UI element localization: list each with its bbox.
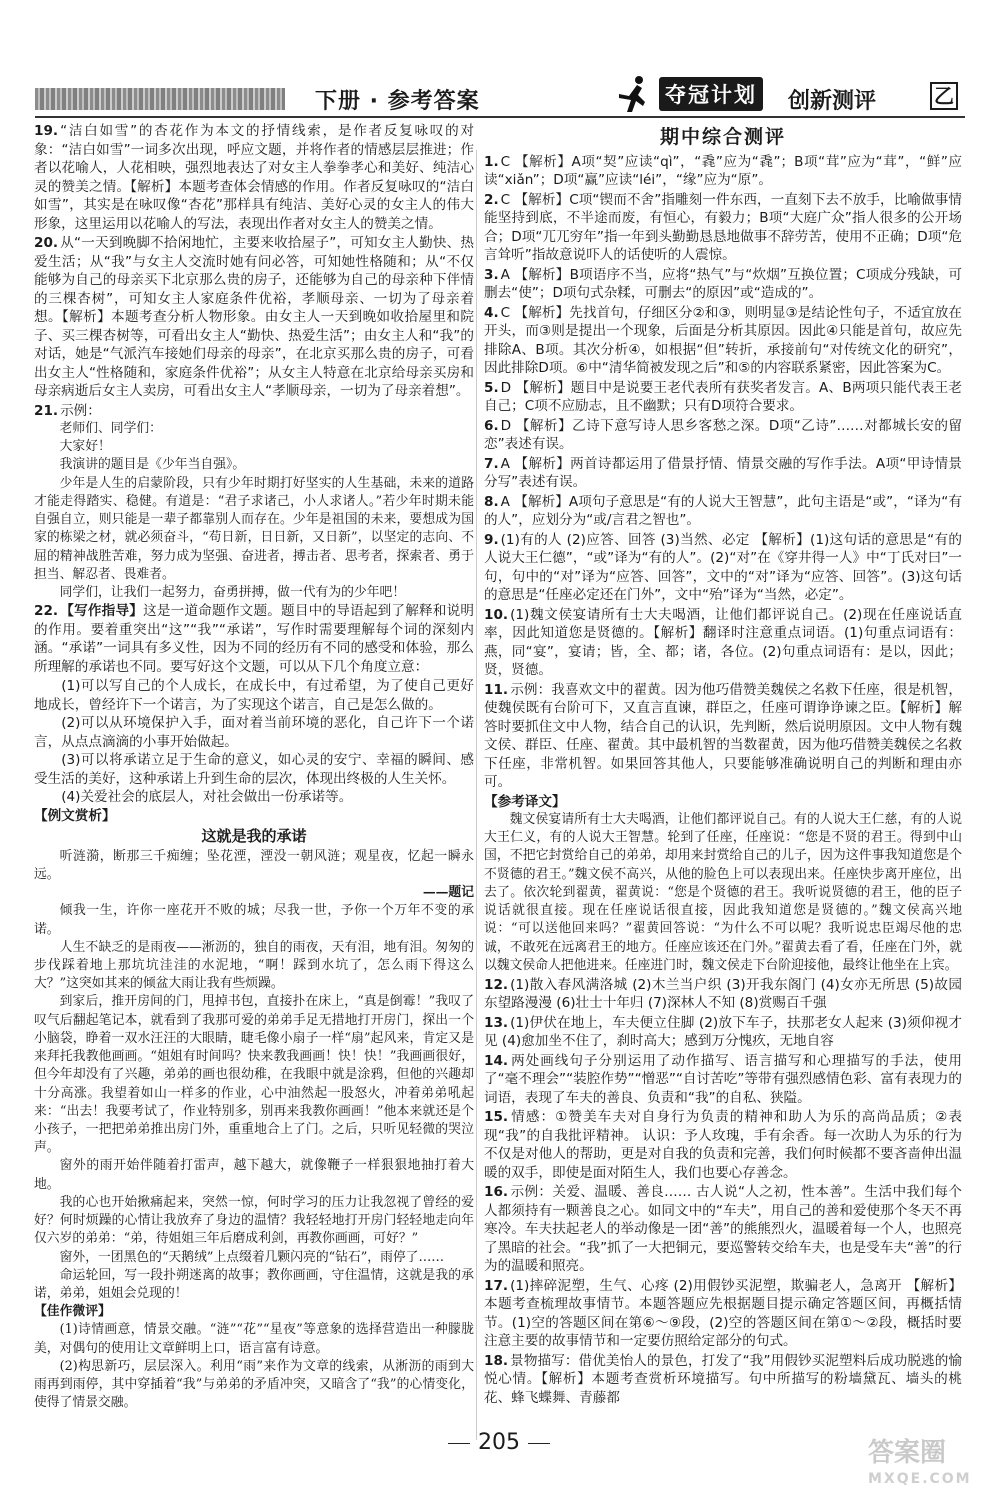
speech-line: 同学们，让我们一起努力，奋勇拼搏，做一代有为的少年吧！ xyxy=(59,584,406,600)
item-text: A 【解析】B项语序不当，应将“热气”与“炊烟”互换位置；C项成分残缺，可删去“使”；D项句式杂糅，可删去“的原因”或“造成的”。 xyxy=(484,266,962,301)
item-number: 13. xyxy=(484,1014,509,1031)
brand-logo xyxy=(615,74,775,114)
answer-item xyxy=(484,266,962,303)
answer-item xyxy=(484,1052,962,1108)
item-text: 情感：①赞美车夫对自身行为负责的精神和助人为乐的高尚品质；②表现“我”的自我批评精神。 认识：予人玫瑰，手有余香。每一次助人为乐的行为不仅是对他人的帮助，更是对自我的负责和完善，我们何时候都不要吝啬伸出温暖的双手，即使是面对陌生人，我们也要心存善念。 xyxy=(484,1109,962,1181)
header-decor-band xyxy=(35,88,285,110)
item-text: 从“一天到晚脚不拾闲地忙，主要来收拾屋子”，可知女主人勤快、热爱生活；从“我”与女主人交流时她有问必答，可知她性格随和；从“不仅能够为自己的母亲买下北京那么贵的房子，还能够为自己的母亲种下伴情的三棵杏树”，可知女主人家庭条件优裕，孝顺母亲、一切为了母亲着想。【解析】本题考查分析人物形象。由女主人一天到晚如收拾屋里和院子、买三棵杏树等，可看出女主人“勤快、热爱生活”；由女主人和“我”的对话，她是“气派汽车接她们母亲的母亲”，在北京买那么贵的房子，可看出女主人“性格随和，家庭条件优裕”；从女主人特意在北京给母亲买房和母亲病逝后女主人卖房，可看出女主人“孝顺母亲，一切为了母亲着想”。 xyxy=(34,235,474,399)
item-text: 魏文侯宴请所有士大夫喝酒，让他们都评说自己。有的人说大王仁慈，有的人说大王仁义，有的人说大王智慧。轮到了任座，任座说：“您是不贤的君王。得到中山国，不把它封赏给自己的弟弟，却用来封赏给自己的儿子，因为这件事我知道您是个不贤德的君王。”魏文侯不高兴，从他的脸色上可以表现出来。任座快步离开座位，出去了。依次轮到翟黄，翟黄说：“您是个贤德的君王。我听说贤德的君王，他的臣子说话就很直接。现在任座说话很直接，因此我知道您是贤德的。”魏文侯高兴地说：“可以送他回来吗？”翟黄回答说：“为什么不可以呢？我听说忠臣竭尽他的忠诚，不敢死在远离君王的地方。任座应该还在门外。”翟黄去看了看，任座在门外，就以魏文侯命人把他进来。任座进门时，魏文侯走下台阶迎接他，最终让他坐在上宾。 xyxy=(484,812,962,973)
item-text: “洁白如雪”的杏花作为本文的抒情线索，是作者反复咏叹的对象：“洁白如雪”一词多次出现，呼应文题，并将作者的情感层层推进；作者以花喻人，人花相映，强烈地表达了对女主人拳拳孝心和美好、纯洁心灵的赞美之情。【解析】本题考查体会情感的作用。作者反复咏叹的“洁白如雪”，其实是在咏叹像“杏花”那样具有纯洁、美好心灵的女主人的伟大形象，这里运用以花喻人的写法，表现出作者对女主人的赞美之情。 xyxy=(34,123,474,232)
guide-tag: 【写作指导】 xyxy=(60,603,144,620)
dash-right xyxy=(528,1443,550,1444)
essay-paragraph: 人生不缺乏的是雨夜——淅沥的，独自的雨夜，天有泪，地有泪。匆匆的步伐踩着地上那坑坑洼洼的水泥地，“啊！踩到水坑了，怎么雨下得这么大？”这突如其来的倾盆大雨让我有些烦躁。 xyxy=(34,939,474,992)
page-number-text: 205 xyxy=(478,1430,520,1455)
epigraph: 听涟漪，断那三千痴缠；坠花湮，湮没一朝风涟；观星夜，忆起一瞬永远。 xyxy=(34,848,474,882)
essay-paragraph: 倾我一生，许你一座花开不败的城；尽我一世，予你一个万年不变的承诺。 xyxy=(34,903,474,937)
answer-item xyxy=(484,681,962,792)
item-number: 17. xyxy=(484,1277,509,1294)
item-number: 3. xyxy=(484,266,499,283)
answer-22 xyxy=(34,602,474,1412)
item-number: 21. xyxy=(34,402,59,419)
essay-body xyxy=(34,848,474,1413)
reference-tag: 【参考译文】 xyxy=(484,793,566,810)
item-number: 19. xyxy=(34,123,59,139)
item-number: 12. xyxy=(484,976,509,993)
answer-20 xyxy=(34,234,474,401)
item-number: 15. xyxy=(484,1109,509,1126)
answer-item xyxy=(484,417,962,454)
column-divider xyxy=(476,150,477,1440)
answer-item xyxy=(484,1277,962,1351)
item-number: 20. xyxy=(34,235,59,251)
logo-text: 夺冠计划 xyxy=(659,77,763,111)
item-text: D 【解析】乙诗下意写诗人思乡客愁之深。D项“乙诗”……对都城长安的留恋”表述有误。 xyxy=(484,417,962,452)
essay-paragraph: 到家后，推开房间的门，甩掉书包，直接扑在床上，“真是倒霉！”我叹了叹气后翻起笔记本，就看到了我那可爱的弟弟手足无措地打开房门，探出一个小脑袋，睁着一双水汪汪的大眼睛，睫毛像小扇子一样“扇”起风来，肯定又是来拜托我教他画画。“姐姐有时间吗？快来教我画画！快！快！”我画画很好，但今年却没有了兴趣，弟弟的画也很幼稚，在我眼中就是涂鸦，但他的兴趣却十分高涨。我望着如山一样多的作业，心中油然起一股怒火，冲着弟弟吼起来：“出去！我要考试了，作业特别多，别再来我教你画画！”他本来就还是个小孩子，一把把弟弟推出房门外，重重地合上了门。之后，只听见轻微的哭泣声。 xyxy=(34,994,474,1156)
item-text: (1)摔碎泥塑，生气、心疼 (2)用假钞买泥塑，欺骗老人，急离开 【解析】本题考查梳理故事情节。本题答题应先根据题目提示确定答题区间，再概括情节。(1)空的答题区间在第⑥～⑨段，(2)空的答题区间在第①～②段，概括时要注意主要的故事情节和一定要仿照给定部分的句式。 xyxy=(484,1277,962,1350)
answer-item xyxy=(484,531,962,605)
speech-line: 大家好！ xyxy=(59,439,111,455)
answer-item xyxy=(484,191,962,265)
item-number: 11. xyxy=(484,681,509,698)
guide-point: (3)可以将承诺立足于生命的意义，如心灵的安宁、幸福的瞬间、感受生活的美好，这种承诺上升到生命的层次，体现出终极的人生关怀。 xyxy=(34,752,474,787)
answer-item xyxy=(484,455,962,492)
critique-point: (1)诗情画意，情景交融。“涟”“花”“星夜”等意象的选择营造出一种朦胧美，对偶句的使用让文章鲜明上口，语言富有诗意。 xyxy=(34,1322,474,1356)
item-number: 7. xyxy=(484,455,499,472)
watermark xyxy=(868,1440,988,1492)
header-brand: 创新测评 xyxy=(788,89,877,114)
item-number: 14. xyxy=(484,1052,509,1069)
item-text: A 【解析】A项句子意思是“有的人说大王智慧”，此句主语是“或”，“译为“有的人”，应划分为“或/言君之智也”。 xyxy=(484,493,962,528)
item-number: 18. xyxy=(484,1352,509,1369)
right-column xyxy=(484,122,962,1408)
page-number xyxy=(440,1430,558,1455)
item-text: (1)伊伏在地上，车夫便立住脚 (2)放下车子，扶那老女人起来 (3)须仰视才见 (4)愈加坐不住了，刹时高大；感到万分愧疚，无地自容 xyxy=(484,1014,962,1050)
reference-translation xyxy=(484,793,962,975)
essay-paragraph: 窗外的雨开始伴随着打雷声，越下越大，就像鞭子一样狠狠地抽打着大地。 xyxy=(34,1158,474,1192)
page-header xyxy=(0,0,1000,120)
item-text: (1)散入春风满洛城 (2)木兰当户织 (3)开我东阁门 (4)女亦无所思 (5)故园东望路漫漫 (6)壮士十年归 (7)深林人不知 (8)赏赐百千强 xyxy=(484,976,962,1012)
section-title: 期中综合测评 xyxy=(659,126,786,148)
item-text: 两处画线句子分别运用了动作描写、语言描写和心理描写的手法，使用了“毫不理会”“装腔作势”“憎恶”“自讨苦吃”等带有强烈感情色彩、富有表现力的词语，表现了车夫的善良、负责和“我”的自私、狭隘。 xyxy=(484,1052,962,1106)
answer-19 xyxy=(34,122,474,233)
item-number: 4. xyxy=(484,304,499,321)
item-text: 示例：关爱、温暖、善良…… 古人说“人之初，性本善”。生活中我们每个人都须持有一颗善良之心。如同文中的“车夫”，用自己的善和爱使那个冬天不再寒冷。车夫扶起老人的举动像是一团“善”的熊熊烈火，温暖着每一个人，也照亮了黑暗的社会。“我”抓了一大把铜元，要巡警转交给车夫，也是受车夫“善”的行为的温暖和照亮。 xyxy=(484,1184,962,1275)
answer-item xyxy=(484,304,962,378)
header-rule xyxy=(35,116,965,118)
volume-mark: 乙 xyxy=(930,82,958,110)
item-text: 景物描写：借优美怡人的景色，打发了“我”用假钞买泥塑料后成功脱逃的愉悦心情。【解析】本题考查赏析环境描写。句中所描写的粉墙黛瓦、墙头的桃花、蜂飞蝶舞、青藤都 xyxy=(484,1352,962,1406)
example-tag: 【例文赏析】 xyxy=(34,807,116,824)
watermark-url: MXQE.COM xyxy=(868,1471,972,1487)
speech-sample xyxy=(34,420,474,602)
item-number: 8. xyxy=(484,493,499,510)
item-number: 2. xyxy=(484,191,499,208)
header-title: 下册 · 参考答案 xyxy=(315,89,480,114)
answer-item xyxy=(484,493,962,530)
item-text: C 【解析】A项“契”应读“qì”，“毳”应为“毳”；B项“茸”应为“茸”，“鲜”应读“xiǎn”；D项“赢”应读“léi”，“缘”应为“原”。 xyxy=(484,153,962,188)
essay-paragraph: 命运轮回，写一段扑朔迷离的故事；教你画画，守住温情，这就是我的承诺，弟弟，姐姐会兑现的！ xyxy=(34,1267,474,1301)
item-text: A 【解析】两首诗都运用了借景抒情、情景交融的写作手法。A项“甲诗情景分写”表述有误。 xyxy=(484,455,962,490)
item-text: C 【解析】先找首句，仔细区分②和③，则明显③是结论性句子，不适宜放在开头，而③则是提出一个现象，后面是分析其原因。因此④只能是首句，故应先排除A、B项。其次分析④，如根据“但”转折，承接前句“对传统文化的研究”，因此排除D项。⑥中“清华简被发现之后”和⑤的内容联系紧密，因此答案为C。 xyxy=(484,304,962,376)
answer-item xyxy=(484,379,962,416)
item-number: 5. xyxy=(484,379,499,396)
item-number: 10. xyxy=(484,606,509,623)
essay-paragraph: 窗外，一团黑色的“天鹅绒”上点缀着几颗闪亮的“钻石”，雨停了…… xyxy=(59,1249,445,1265)
answer-item xyxy=(484,1352,962,1408)
item-text: 示例：我喜欢文中的翟黄。因为他巧借赞美魏侯之名救下任座，很是机智，使魏侯既有台阶可下，又直言直谏，群臣之，任座可谓诤诤谏之臣。【解析】解答时要抓住文中人物，结合自己的认识，先判断，然后说明原因。文中人物有魏文侯、群臣、任座、翟黄。其中最机智的当数翟黄，因为他巧借赞美魏侯之名救下任座，非常机智。如果回答其他人，只要能够准确说明自己的判断和理由亦可。 xyxy=(484,681,962,790)
item-number: 6. xyxy=(484,417,499,434)
essay-title: 这就是我的承诺 xyxy=(201,827,307,846)
item-number: 16. xyxy=(484,1184,509,1201)
essay-paragraph: 我的心也开始揪痛起来，突然一惊，何时学习的压力让我忽视了曾经的爱好？何时烦躁的心情让我放弃了身边的温情？我轻轻地打开房门轻轻地走向年仅六岁的弟弟：“弟，待姐姐三年后磨成利剑，再教你画画，可好？” xyxy=(34,1194,474,1247)
item-number: 9. xyxy=(484,531,499,548)
runner-figure-icon xyxy=(615,74,653,114)
guide-point: (2)可以从环境保护入手，面对着当前环境的恶化，自己许下一个诺言，从点点滴滴的小事开始做起。 xyxy=(34,715,474,750)
guide-point: (1)可以写自己的个人成长，在成长中，有过希望，为了使自己更好地成长，曾经许下一个诺言，为了实现这个诺言，自己是怎么做的。 xyxy=(34,678,474,713)
answer-21 xyxy=(34,402,474,603)
answer-item xyxy=(484,153,962,190)
answer-item xyxy=(484,606,962,680)
critique-point: (2)构思新巧，层层深入。利用“雨”来作为文章的线索，从淅沥的雨到大雨再到雨停，其中穿插着“我”与弟弟的矛盾冲突，又暗含了“我”的心情变化，使得了情景交融。 xyxy=(34,1358,474,1411)
watermark-text: 答案圈 xyxy=(868,1438,947,1468)
item-text: C 【解析】C项“锲而不舍”指雕刻一件东西，一直刻下去不放手，比喻做事情能坚持到底，不半途而废，有恒心，有毅力；B项“大庭广众”指人很多的公开场合；D项“兀兀穷年”指一年到头勤勤恳恳地做事不辞劳苦，使用不正确；D项“危言耸听”指故意说吓人的话使听的人震惊。 xyxy=(484,191,962,263)
item-text: (1)魏文侯宴请所有士大夫喝酒，让他们都评说自己。(2)现在任座说话直率，因此知道您是贤德的。【解析】翻译时注意重点词语。(1)句重点词语有：燕，同“宴”，宴请；皆，全、都；诸，各位。(2)句重点词语有：是以，因此；贤，贤德。 xyxy=(484,606,962,678)
guide-point: (4)关爱社会的底层人，对社会做出一份承诺等。 xyxy=(61,789,353,806)
item-number: 1. xyxy=(484,153,499,170)
item-text: 示例： xyxy=(60,402,101,419)
speech-line: 少年是人生的启蒙阶段，只有少年时期打好坚实的人生基础，未来的道路才能走得踏实、稳健。有道是：“君子求诸己，小人求诸人。”若少年时期未能自强自立，则只能是一辈子都靠别人而存在。少年是祖国的未来，要想成为国家的栋梁之材，就必须奋斗，“苟日新，日日新，又日新”，以坚定的志向、不屈的精神战胜苦难，努力成为坚强、奋进者，搏击者、思考者，探索者、勇于担当、解忍者、畏难者。 xyxy=(34,475,474,582)
speech-line: 我演讲的题目是《少年当自强》。 xyxy=(59,457,246,473)
answer-item xyxy=(484,1108,962,1182)
answer-item xyxy=(484,1014,962,1051)
item-text: (1)有的人 (2)应答、回答 (3)当然、必定 【解析】(1)这句话的意思是“有的人说大王仁德”，“或”译为“有的人”。(2)“对”在《穿井得一人》中“丁氏对曰”一句，句中的“对”译为“应答、回答”，文中的“对”译为“应答、回答”。(3)这句话的意思是“任座必定还在门外”，文中“殆”译为“当然，必定”。 xyxy=(484,531,962,603)
answer-item xyxy=(484,976,962,1013)
left-column xyxy=(34,122,474,1412)
dash-left xyxy=(448,1443,470,1444)
critique-tag: 【佳作微评】 xyxy=(34,1304,111,1320)
answer-item xyxy=(484,1183,962,1276)
right-answer-list xyxy=(484,153,962,1408)
speech-line: 老师们、同学们： xyxy=(59,421,162,436)
epigraph-source: ——题记 xyxy=(422,885,474,901)
item-text: 这是一道命题作文题。题目中的导语起到了解释和说明的作用。要着重突出“这”“我”“承诺”，写作时需要理解每个词的深刻内涵。“承诺”一词具有多义性，因为不同的经历有不同的感受和体验，那么所理解的承诺也不同。要写好这个文题，可以从下几个角度立意： xyxy=(34,603,474,675)
item-number: 22. xyxy=(34,603,59,620)
item-text: D 【解析】题目中是说要王老代表所有获奖者发言。A、B两项只能代表王老自己；C项不应励志，且不幽默；只有D项符合要求。 xyxy=(484,379,962,414)
